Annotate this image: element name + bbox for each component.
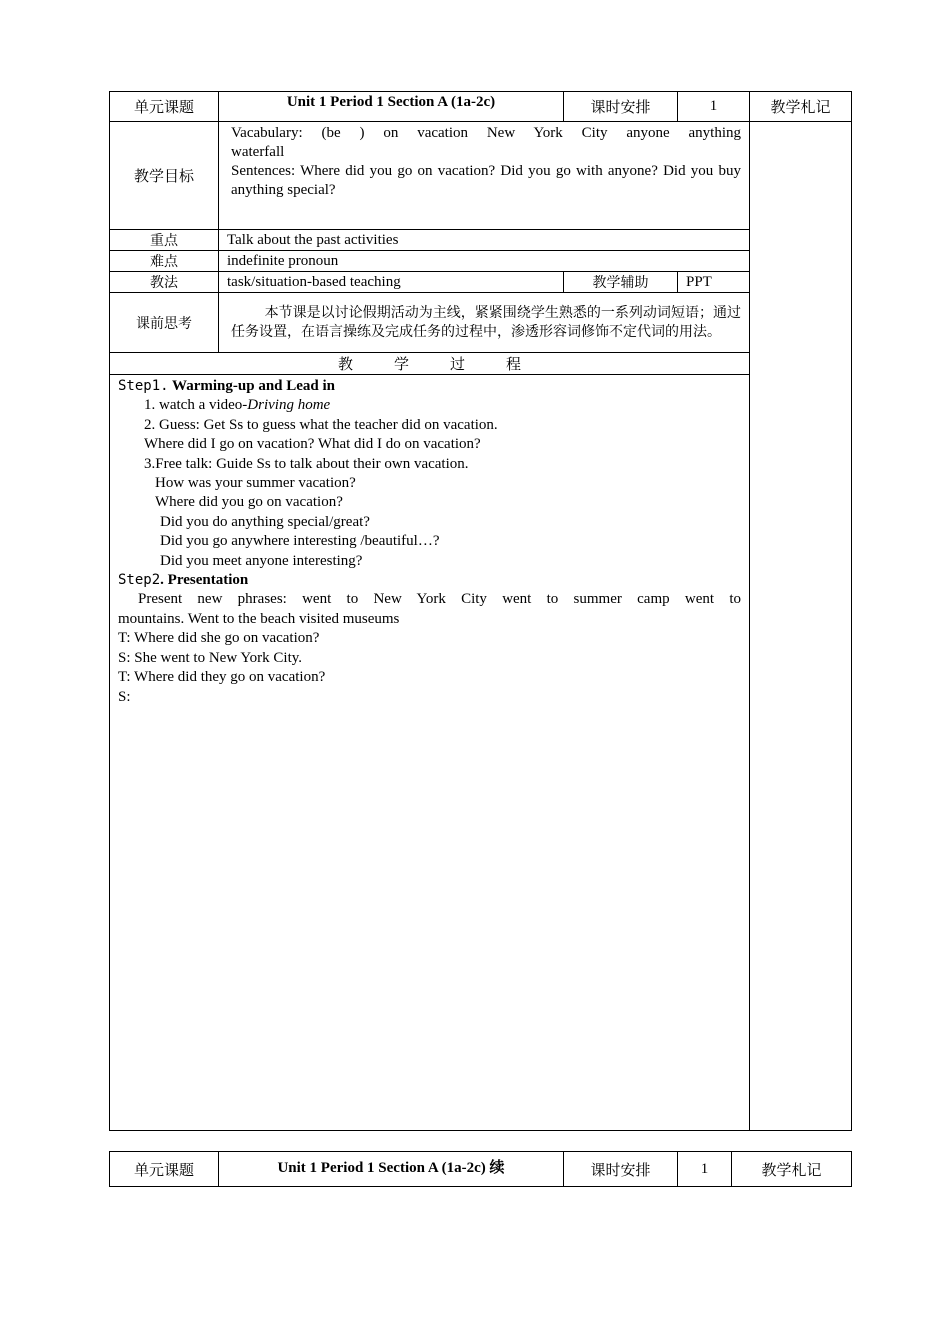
goals-vocab-line1: Vacabulary: (be ) on vacation New York City anyone anything [231, 125, 741, 141]
continuation-header-table [109, 1151, 852, 1187]
goals-label: 教学目标 [110, 122, 219, 230]
notes-label: 教学札记 [750, 92, 852, 122]
footer-unit-label: 单元课题 [110, 1152, 219, 1187]
footer-schedule-label: 课时安排 [564, 1152, 678, 1187]
step2-teacher-2: T: Where did they go on vacation? [118, 669, 326, 686]
step2-line1: Present new phrases: went to New York City went to summer camp went to [138, 591, 741, 608]
header-row [110, 92, 852, 122]
unit-label: 单元课题 [110, 92, 219, 122]
step1-item1-video-title: Driving home [247, 397, 331, 414]
key-point-value: Talk about the past activities [219, 230, 750, 251]
step1-prefix: Step1. [118, 378, 169, 394]
reflection-label: 课前思考 [110, 293, 219, 353]
step1-question-1: How was your summer vacation? [155, 475, 356, 492]
step1-question-2: Where did you go on vacation? [155, 494, 343, 511]
step2-student-1: S: She went to New York City. [118, 649, 303, 666]
schedule-value: 1 [678, 92, 750, 122]
difficulty-row [110, 251, 852, 272]
schedule-label: 课时安排 [564, 92, 678, 122]
aid-label: 教学辅助 [564, 272, 678, 293]
step2-student-2: S: [118, 688, 131, 705]
step1-item3: 3.Free talk: Guide Ss to talk about their own vacation. [144, 455, 469, 472]
method-row [110, 272, 852, 293]
continuation-header-row [110, 1152, 852, 1187]
footer-schedule-value: 1 [678, 1152, 732, 1187]
step1-item1-text: 1. watch a video- [144, 397, 248, 414]
process-heading [110, 353, 750, 375]
process-heading-char-4: 程 [505, 355, 521, 373]
difficulty-label: 难点 [110, 251, 219, 272]
key-point-label: 重点 [110, 230, 219, 251]
step2-heading [118, 571, 741, 590]
footer-unit-title: Unit 1 Period 1 Section A (1a-2c) 续 [219, 1152, 564, 1187]
process-heading-char-3: 过 [449, 355, 465, 373]
reflection-content [219, 293, 750, 353]
goals-sentences: Sentences: Where did you go on vacation? Did you go with anyone? Did you buy anything special? [231, 163, 741, 198]
process-heading-char-1: 教 [337, 355, 353, 373]
reflection-row [110, 293, 852, 353]
goals-vocab-line2: waterfall [231, 144, 285, 160]
reflection-text: 本节课是以讨论假期活动为主线，紧紧围绕学生熟悉的一系列动词短语；通过任务设置，在语言操练及完成任务的过程中，渗透形容词修饰不定代词的用法。 [231, 304, 741, 340]
step1-heading [118, 377, 741, 396]
step2-title: . Presentation [160, 572, 249, 589]
unit-title: Unit 1 Period 1 Section A (1a-2c) [219, 92, 564, 122]
difficulty-value: indefinite pronoun [219, 251, 750, 272]
process-heading-char-2: 学 [393, 355, 409, 373]
step1-question-4: Did you go anywhere interesting /beautiful…? [160, 533, 440, 550]
process-heading-row [110, 353, 852, 375]
step1-question-3: Did you do anything special/great? [160, 513, 370, 530]
goals-content [219, 122, 750, 230]
lesson-plan-table [109, 91, 852, 1131]
goals-row [110, 122, 852, 230]
method-value: task/situation-based teaching [219, 272, 564, 293]
step1-item2: 2. Guess: Get Ss to guess what the teacher did on vacation. [144, 416, 498, 433]
process-row [110, 375, 852, 1131]
process-content [110, 375, 750, 1131]
notes-column [750, 122, 852, 1131]
aid-value: PPT [678, 272, 750, 293]
step1-item2-question: Where did I go on vacation? What did I do on vacation? [144, 436, 481, 453]
step1-question-5: Did you meet anyone interesting? [160, 552, 363, 569]
key-point-row [110, 230, 852, 251]
step2-prefix: Step2 [118, 572, 161, 589]
step2-line2: mountains. Went to the beach visited museums [118, 610, 400, 627]
step1-title: Warming-up and Lead in [168, 378, 336, 394]
step2-teacher-1: T: Where did she go on vacation? [118, 630, 320, 647]
step1-item1 [118, 396, 741, 415]
method-label: 教法 [110, 272, 219, 293]
footer-notes-label: 教学札记 [732, 1152, 852, 1187]
